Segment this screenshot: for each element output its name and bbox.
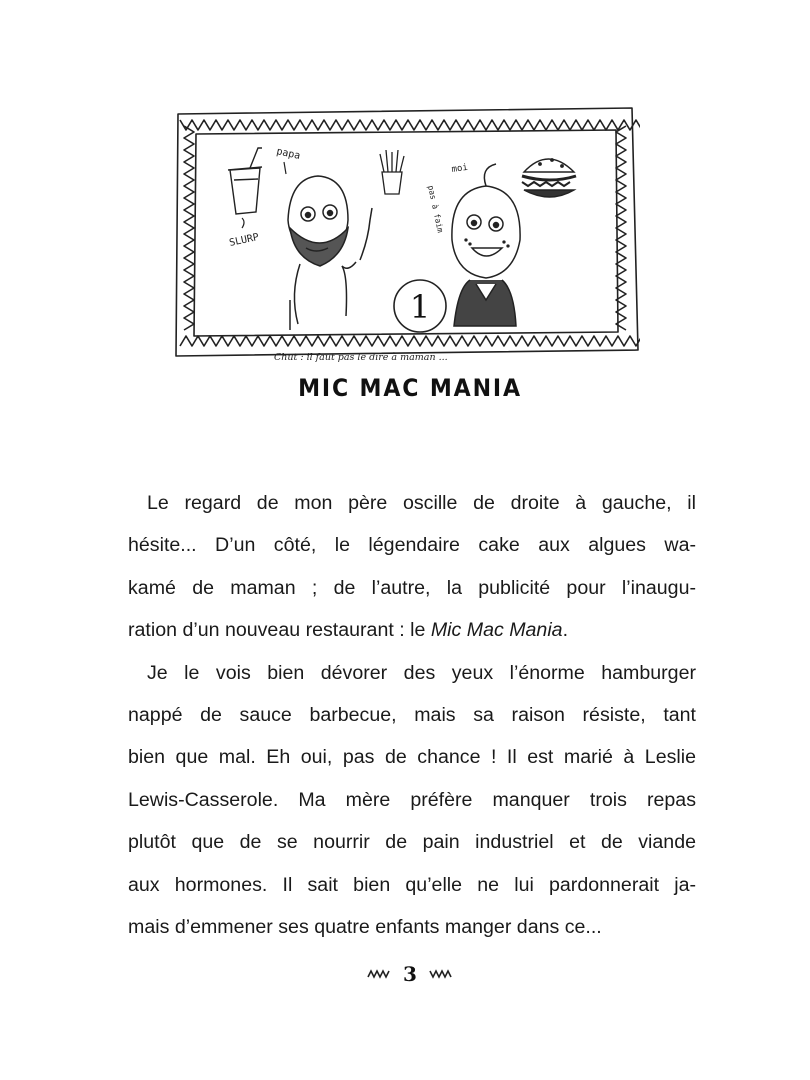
pas-faim-label: pas à faim [426, 184, 445, 234]
child-drawing [452, 164, 520, 326]
page-footer [360, 962, 460, 986]
restaurant-name: Mic Mac Mania [430, 619, 563, 642]
text-segment: ration d’un nouveau restaurant : le [128, 619, 431, 642]
right-squiggle-icon [429, 968, 453, 980]
text-line: Lewis-Casserole. Ma mère préfère manquer trois repas [128, 788, 696, 811]
dad-drawing [288, 176, 372, 330]
page-number: 3 [403, 962, 417, 986]
text-line: mais d’emmener ses quatre enfants manger dans ce... [128, 916, 602, 939]
text-line: plutôt que de se nourrir de pain industriel et de viande [128, 831, 696, 854]
chapter-title: MIC MAC MANIA [298, 374, 522, 402]
soda-cup-drawing [228, 148, 262, 214]
chapter-number: 1 [409, 288, 431, 326]
fries-drawing [380, 150, 404, 194]
papa-label: papa [275, 146, 302, 162]
slurp-label: SLURP [228, 231, 261, 249]
text-line: nappé de sauce barbecue, mais sa raison résiste, tant [128, 704, 696, 727]
text-line: bien que mal. Eh oui, pas de chance ! Il est marié à Leslie [128, 746, 696, 769]
text-line: aux hormones. Il sait bien qu’elle ne lui pardonnerait ja- [128, 873, 696, 896]
caption-label: Chut : il faut pas le dire à maman ... [274, 352, 448, 363]
text-line [128, 609, 696, 651]
moi-label: moi [451, 162, 469, 175]
text-segment: . [562, 619, 569, 642]
chapter-number-badge [394, 280, 446, 332]
left-squiggle-icon [367, 968, 391, 980]
body-text [128, 482, 696, 948]
text-line: Je le vois bien dévorer des yeux l’énorme hamburger [147, 661, 696, 684]
text-line: kamé de maman ; de l’autre, la publicité pour l’inaugu- [128, 576, 696, 599]
burger-drawing [522, 159, 576, 197]
chapter-illustration [170, 100, 640, 372]
text-line: Le regard de mon père oscille de droite à gauche, il [147, 492, 696, 514]
text-line: hésite... D’un côté, le légendaire cake aux algues wa- [128, 534, 696, 557]
